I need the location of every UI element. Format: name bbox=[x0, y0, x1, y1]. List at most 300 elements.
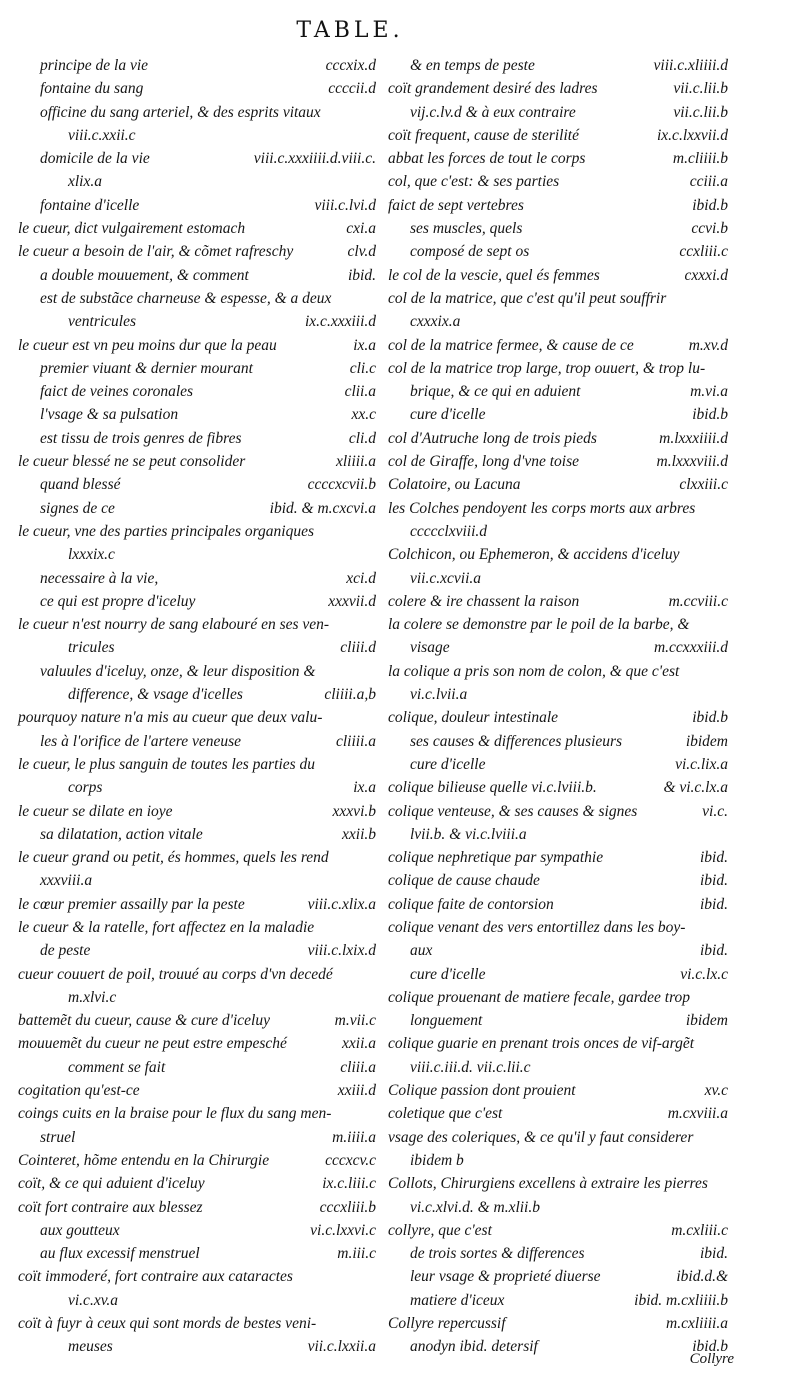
entry-text: leur vsage & proprieté diuerse bbox=[410, 1268, 601, 1286]
entry-text: vsage des coleriques, & ce qu'il y faut considerer bbox=[388, 1128, 694, 1146]
index-entry bbox=[18, 986, 376, 1009]
entry-reference: vii.c.lxxii.a bbox=[307, 1338, 376, 1356]
entry-reference: ix.c.liii.c bbox=[322, 1175, 376, 1193]
entry-reference: xci.d bbox=[346, 569, 376, 587]
index-entry bbox=[388, 287, 728, 310]
entry-reference: m.vii.c bbox=[334, 1012, 376, 1030]
entry-reference: ibid. bbox=[700, 872, 728, 890]
index-entry bbox=[388, 1335, 728, 1358]
page-title: TABLE. bbox=[296, 18, 404, 43]
entry-text: la colere se demonstre par le poil de la barbe, & bbox=[388, 616, 690, 634]
entry-text: struel bbox=[40, 1128, 76, 1146]
index-entry bbox=[18, 1079, 376, 1102]
index-entry bbox=[388, 217, 728, 240]
entry-text: colique prouenant de matiere fecale, gardee trop bbox=[388, 988, 691, 1006]
entry-text: Colatoire, ou Lacuna bbox=[388, 476, 521, 494]
entry-text: aux bbox=[410, 942, 433, 960]
entry-reference: vi.c. bbox=[702, 802, 728, 820]
index-entry bbox=[388, 1032, 728, 1055]
entry-reference: clii.a bbox=[344, 383, 376, 401]
index-entry bbox=[18, 1172, 376, 1195]
entry-reference: xx.c bbox=[351, 406, 376, 424]
index-entry bbox=[388, 893, 728, 916]
index-entry bbox=[388, 473, 728, 496]
entry-reference: cliiii.a,b bbox=[324, 686, 376, 704]
entry-text: vi.c.lvii.a bbox=[410, 686, 468, 704]
entry-text: col de la matrice trop large, trop ouuert, & trop lu- bbox=[388, 359, 706, 377]
index-entry bbox=[18, 916, 376, 939]
index-entry bbox=[388, 427, 728, 450]
entry-text: ses muscles, quels bbox=[410, 220, 523, 238]
index-entry bbox=[18, 240, 376, 263]
entry-reference: vii.c.lii.b bbox=[673, 80, 728, 98]
entry-reference: cccxix.d bbox=[325, 57, 376, 74]
index-entry bbox=[18, 893, 376, 916]
entry-text: cure d'icelle bbox=[410, 755, 486, 773]
entry-reference: ibid. bbox=[700, 849, 728, 867]
index-entry bbox=[388, 986, 728, 1009]
entry-reference: cliii.d bbox=[340, 639, 376, 657]
index-entry bbox=[388, 170, 728, 193]
entry-text: le cueur n'est nourry de sang elabouré en ses ven- bbox=[18, 616, 330, 634]
entry-text: principe de la vie bbox=[40, 57, 149, 74]
index-entry bbox=[18, 124, 376, 147]
entry-reference: m.ccviii.c bbox=[668, 592, 728, 610]
index-entry bbox=[18, 706, 376, 729]
entry-text: coings cuits en la braise pour le flux du sang men- bbox=[18, 1105, 332, 1123]
index-entry bbox=[388, 683, 728, 706]
index-entry bbox=[388, 497, 728, 520]
index-entry bbox=[388, 1149, 728, 1172]
entry-text: le cueur & la ratelle, fort affectez en la maladie bbox=[18, 918, 315, 936]
index-entry bbox=[18, 683, 376, 706]
entry-reference: ibid.b bbox=[692, 196, 728, 214]
entry-text: Collots, Chirurgiens excellens à extraire les pierres bbox=[388, 1175, 708, 1193]
entry-reference: & vi.c.lx.a bbox=[663, 779, 728, 797]
entry-text: le cueur, dict vulgairement estomach bbox=[18, 220, 246, 238]
index-entry bbox=[18, 636, 376, 659]
index-entry bbox=[18, 1196, 376, 1219]
entry-text: colique, douleur intestinale bbox=[388, 709, 559, 727]
entry-text: signes de ce bbox=[40, 499, 115, 517]
entry-text: colique de cause chaude bbox=[388, 872, 540, 890]
entry-reference: vi.c.lix.a bbox=[675, 755, 728, 773]
entry-text: visage bbox=[410, 639, 450, 657]
index-column-right bbox=[388, 54, 728, 1359]
index-entry bbox=[18, 287, 376, 310]
entry-text: brique, & ce qui en aduient bbox=[410, 383, 581, 401]
index-entry bbox=[388, 194, 728, 217]
entry-reference: ccxliii.c bbox=[679, 243, 728, 261]
entry-text: col d'Autruche long de trois pieds bbox=[388, 429, 597, 447]
entry-text: vij.c.lv.d & à eux contraire bbox=[410, 103, 576, 121]
entry-text: le cueur se dilate en ioye bbox=[18, 802, 173, 820]
entry-reference: xxxvi.b bbox=[332, 802, 376, 820]
entry-text: colique nephretique par sympathie bbox=[388, 849, 604, 867]
entry-text: colique venteuse, & ses causes & signes bbox=[388, 802, 638, 820]
entry-text: longuement bbox=[410, 1012, 483, 1030]
entry-reference: xv.c bbox=[704, 1082, 728, 1100]
entry-text: cure d'icelle bbox=[410, 965, 486, 983]
index-entry bbox=[388, 636, 728, 659]
entry-text: la colique a pris son nom de colon, & que c'est bbox=[388, 662, 680, 680]
entry-text: xlix.a bbox=[68, 173, 102, 191]
index-entry bbox=[388, 800, 728, 823]
index-entry bbox=[388, 357, 728, 380]
index-entry bbox=[18, 869, 376, 892]
index-entry bbox=[388, 380, 728, 403]
entry-text: sa dilatation, action vitale bbox=[40, 825, 203, 843]
index-entry bbox=[18, 1335, 376, 1358]
entry-text: valuules d'iceluy, onze, & leur disposition & bbox=[40, 662, 316, 680]
index-entry bbox=[388, 823, 728, 846]
index-entry bbox=[18, 1102, 376, 1125]
entry-reference: ibidem bbox=[685, 1012, 728, 1030]
entry-reference: ibid. bbox=[700, 942, 728, 960]
index-entry bbox=[18, 427, 376, 450]
entry-reference: m.iii.c bbox=[337, 1245, 376, 1263]
entry-text: matiere d'iceux bbox=[410, 1291, 505, 1309]
entry-text: abbat les forces de tout le corps bbox=[388, 150, 586, 168]
entry-text: mouuemẽt du cueur ne peut estre empesché bbox=[18, 1035, 287, 1053]
entry-text: colere & ire chassent la raison bbox=[388, 592, 580, 610]
index-entry bbox=[18, 497, 376, 520]
entry-reference: vii.c.lii.b bbox=[673, 103, 728, 121]
index-entry bbox=[18, 1009, 376, 1032]
entry-text: tricules bbox=[68, 639, 115, 657]
index-entry bbox=[388, 753, 728, 776]
entry-text: les Colches pendoyent les corps morts aux arbres bbox=[388, 499, 696, 517]
entry-text: coït à fuyr à ceux qui sont mords de bestes veni- bbox=[18, 1315, 317, 1333]
entry-reference: clv.d bbox=[347, 243, 376, 261]
index-entry bbox=[388, 1219, 728, 1242]
entry-reference: cccxcv.c bbox=[325, 1151, 376, 1169]
entry-text: m.xlvi.c bbox=[68, 988, 117, 1006]
index-entry bbox=[18, 264, 376, 287]
entry-reference: ibid.d.& bbox=[676, 1268, 728, 1286]
index-entry bbox=[388, 590, 728, 613]
entry-text: colique faite de contorsion bbox=[388, 895, 554, 913]
index-entry bbox=[18, 450, 376, 473]
entry-text: col de la matrice, que c'est qu'il peut souffrir bbox=[388, 289, 667, 307]
index-entry bbox=[388, 310, 728, 333]
entry-text: est tissu de trois genres de fibres bbox=[40, 429, 242, 447]
index-entry bbox=[18, 1312, 376, 1335]
entry-text: col, que c'est: & ses parties bbox=[388, 173, 560, 191]
entry-text: de trois sortes & differences bbox=[410, 1245, 585, 1263]
entry-reference: m.lxxxiiii.d bbox=[659, 429, 728, 447]
index-entry bbox=[388, 1079, 728, 1102]
index-entry bbox=[388, 706, 728, 729]
entry-text: colique guarie en prenant trois onces de vif-argẽt bbox=[388, 1035, 695, 1053]
entry-reference: cxi.a bbox=[346, 220, 376, 238]
index-entry bbox=[18, 1219, 376, 1242]
entry-reference: cxxxi.d bbox=[684, 266, 728, 284]
index-entry bbox=[388, 730, 728, 753]
entry-reference: ix.c.xxxiii.d bbox=[305, 313, 376, 331]
index-entry bbox=[388, 77, 728, 100]
index-entry bbox=[388, 916, 728, 939]
entry-text: coletique que c'est bbox=[388, 1105, 503, 1123]
index-entry bbox=[388, 101, 728, 124]
entry-reference: viii.c.xliiii.d bbox=[653, 57, 728, 74]
entry-reference: ibid.b bbox=[692, 406, 728, 424]
entry-reference: ix.a bbox=[353, 336, 376, 354]
index-entry bbox=[18, 1289, 376, 1312]
entry-text: colique venant des vers entortillez dans les boy- bbox=[388, 918, 686, 936]
entry-reference: ibid.b bbox=[692, 709, 728, 727]
entry-reference: xxii.b bbox=[342, 825, 376, 843]
entry-reference: ibid. bbox=[348, 266, 376, 284]
entry-text: cxxxix.a bbox=[410, 313, 461, 331]
index-entry bbox=[388, 1172, 728, 1195]
entry-text: le cueur grand ou petit, és hommes, quels les rend bbox=[18, 849, 329, 867]
entry-reference: cliii.a bbox=[340, 1058, 376, 1076]
entry-reference: ccccii.d bbox=[328, 80, 376, 98]
index-entry bbox=[18, 543, 376, 566]
entry-reference: m.cxliiii.a bbox=[666, 1315, 728, 1333]
entry-text: ventricules bbox=[68, 313, 137, 331]
entry-text: vi.c.xlvi.d. & m.xlii.b bbox=[410, 1198, 540, 1216]
index-entry bbox=[18, 380, 376, 403]
index-entry bbox=[388, 1056, 728, 1079]
catchword: Collyre bbox=[689, 1351, 734, 1367]
entry-text: ses causes & differences plusieurs bbox=[410, 732, 623, 750]
entry-text: l'vsage & sa pulsation bbox=[40, 406, 179, 424]
entry-reference: viii.c.xxxiiii.d.viii.c. bbox=[253, 150, 376, 168]
index-entry bbox=[388, 147, 728, 170]
index-entry bbox=[388, 520, 728, 543]
index-entry bbox=[18, 334, 376, 357]
entry-reference: m.ccxxxiii.d bbox=[653, 639, 728, 657]
entry-text: est de substãce charneuse & espesse, & a deux bbox=[40, 289, 332, 307]
entry-text: de peste bbox=[40, 942, 91, 960]
entry-text: officine du sang arteriel, & des esprits vitaux bbox=[40, 103, 321, 121]
entry-text: viii.c.iii.d. vii.c.lii.c bbox=[410, 1058, 531, 1076]
entry-text: col de la matrice fermee, & cause de ce bbox=[388, 336, 634, 354]
entry-text: domicile de la vie bbox=[40, 150, 150, 168]
index-entry bbox=[388, 1009, 728, 1032]
index-entry bbox=[388, 660, 728, 683]
entry-text: ccccclxviii.d bbox=[410, 522, 488, 540]
index-entry bbox=[18, 590, 376, 613]
entry-text: col de Giraffe, long d'vne toise bbox=[388, 453, 579, 471]
entry-text: ibidem b bbox=[410, 1151, 464, 1169]
entry-reference: viii.c.xlix.a bbox=[307, 895, 376, 913]
entry-text: difference, & vsage d'icelles bbox=[68, 686, 243, 704]
entry-text: faict de sept vertebres bbox=[388, 196, 524, 214]
entry-text: Colchicon, ou Ephemeron, & accidens d'iceluy bbox=[388, 546, 680, 564]
entry-text: quand blessé bbox=[40, 476, 121, 494]
entry-text: lvii.b. & vi.c.lviii.a bbox=[410, 825, 527, 843]
entry-text: battemẽt du cueur, cause & cure d'iceluy bbox=[18, 1012, 270, 1030]
entry-reference: m.cxliii.c bbox=[671, 1221, 728, 1239]
entry-text: comment se fait bbox=[68, 1058, 166, 1076]
index-entry bbox=[18, 613, 376, 636]
index-entry bbox=[388, 334, 728, 357]
entry-text: corps bbox=[68, 779, 103, 797]
entry-text: necessaire à la vie, bbox=[40, 569, 159, 587]
entry-text: anodyn ibid. detersif bbox=[410, 1338, 538, 1356]
index-entry bbox=[18, 1149, 376, 1172]
entry-reference: ibid. & m.cxcvi.a bbox=[269, 499, 376, 517]
index-entry bbox=[388, 1265, 728, 1288]
index-entry bbox=[18, 753, 376, 776]
entry-reference: xxiii.d bbox=[337, 1082, 376, 1100]
entry-text: Collyre repercussif bbox=[388, 1315, 506, 1333]
entry-text: vii.c.xcvii.a bbox=[410, 569, 481, 587]
entry-reference: cciii.a bbox=[689, 173, 728, 191]
entry-reference: ibidem bbox=[685, 732, 728, 750]
entry-reference: cli.d bbox=[348, 429, 376, 447]
index-entry bbox=[18, 1056, 376, 1079]
index-entry bbox=[388, 776, 728, 799]
index-entry bbox=[18, 54, 376, 77]
entry-reference: m.vi.a bbox=[690, 383, 728, 401]
index-entry bbox=[18, 473, 376, 496]
index-entry bbox=[18, 823, 376, 846]
entry-reference: ibid. bbox=[700, 895, 728, 913]
entry-reference: xxxvii.d bbox=[328, 592, 376, 610]
entry-text: cure d'icelle bbox=[410, 406, 486, 424]
index-column-left bbox=[18, 54, 376, 1359]
index-entry bbox=[388, 869, 728, 892]
index-entry bbox=[388, 846, 728, 869]
index-entry bbox=[18, 963, 376, 986]
entry-reference: vi.c.lx.c bbox=[680, 965, 728, 983]
index-entry bbox=[388, 1102, 728, 1125]
entry-reference: viii.c.lxix.d bbox=[307, 942, 376, 960]
index-entry bbox=[18, 1032, 376, 1055]
entry-reference: m.cxviii.a bbox=[667, 1105, 728, 1123]
entry-text: coït, & ce qui aduient d'iceluy bbox=[18, 1175, 205, 1193]
index-entry bbox=[18, 147, 376, 170]
entry-text: pourquoy nature n'a mis au cueur que deux valu- bbox=[18, 709, 323, 727]
index-entry bbox=[388, 613, 728, 636]
entry-reference: ibid.b bbox=[692, 1338, 728, 1356]
entry-text: coït frequent, cause de sterilité bbox=[388, 126, 579, 144]
entry-text: a double mouuement, & comment bbox=[40, 266, 249, 284]
entry-reference: m.lxxxviii.d bbox=[656, 453, 728, 471]
entry-reference: viii.c.lvi.d bbox=[314, 196, 376, 214]
index-entry bbox=[388, 264, 728, 287]
entry-reference: xxii.a bbox=[342, 1035, 376, 1053]
entry-reference: vi.c.lxxvi.c bbox=[310, 1221, 376, 1239]
index-entry bbox=[18, 1126, 376, 1149]
entry-text: fontaine d'icelle bbox=[40, 196, 140, 214]
entry-text: au flux excessif menstruel bbox=[40, 1245, 200, 1263]
index-entry bbox=[18, 403, 376, 426]
entry-reference: clxxiii.c bbox=[679, 476, 728, 494]
index-entry bbox=[388, 1126, 728, 1149]
entry-text: Cointeret, hõme entendu en la Chirurgie bbox=[18, 1151, 270, 1169]
entry-text: le cueur est vn peu moins dur que la peau bbox=[18, 336, 277, 354]
entry-reference: m.iiii.a bbox=[332, 1128, 376, 1146]
entry-text: coït fort contraire aux blessez bbox=[18, 1198, 203, 1216]
index-entry bbox=[18, 846, 376, 869]
index-entry bbox=[18, 77, 376, 100]
entry-text: composé de sept os bbox=[410, 243, 530, 261]
entry-text: xxxviii.a bbox=[40, 872, 93, 890]
entry-reference: ix.a bbox=[353, 779, 376, 797]
entry-reference: cli.c bbox=[349, 359, 376, 377]
entry-reference: ibid. m.cxliiii.b bbox=[634, 1291, 728, 1309]
index-entry bbox=[388, 963, 728, 986]
entry-text: cueur couuert de poil, trouué au corps d'vn decedé bbox=[18, 965, 333, 983]
entry-reference: ccvi.b bbox=[691, 220, 728, 238]
index-entry bbox=[18, 660, 376, 683]
entry-reference: ix.c.lxxvii.d bbox=[657, 126, 728, 144]
entry-text: vi.c.xv.a bbox=[68, 1291, 119, 1309]
entry-text: fontaine du sang bbox=[40, 80, 144, 98]
index-entry bbox=[388, 939, 728, 962]
index-entry bbox=[18, 800, 376, 823]
index-entry bbox=[388, 1312, 728, 1335]
entry-text: le col de la vescie, quel és femmes bbox=[388, 266, 600, 284]
index-entry bbox=[18, 194, 376, 217]
entry-reference: m.xv.d bbox=[688, 336, 728, 354]
index-entry bbox=[18, 776, 376, 799]
entry-text: le cueur blessé ne se peut consolider bbox=[18, 453, 246, 471]
entry-reference: ibid. bbox=[700, 1245, 728, 1263]
index-entry bbox=[18, 520, 376, 543]
entry-text: colique bilieuse quelle vi.c.lviii.b. bbox=[388, 779, 597, 797]
index-entry bbox=[388, 567, 728, 590]
entry-reference: cliiii.a bbox=[335, 732, 376, 750]
index-entry bbox=[18, 939, 376, 962]
index-entry bbox=[388, 1196, 728, 1219]
entry-text: viii.c.xxii.c bbox=[68, 126, 136, 144]
entry-text: le cœur premier assailly par la peste bbox=[18, 895, 245, 913]
index-entry bbox=[388, 54, 728, 77]
entry-text: collyre, que c'est bbox=[388, 1221, 492, 1239]
index-entry bbox=[18, 101, 376, 124]
index-entry bbox=[388, 543, 728, 566]
entry-text: Colique passion dont prouient bbox=[388, 1082, 576, 1100]
index-entry bbox=[388, 1242, 728, 1265]
entry-text: faict de veines coronales bbox=[40, 383, 194, 401]
entry-text: le cueur, le plus sanguin de toutes les parties du bbox=[18, 755, 316, 773]
entry-text: coït grandement desiré des ladres bbox=[388, 80, 598, 98]
index-entry bbox=[18, 217, 376, 240]
entry-reference: ccccxcvii.b bbox=[307, 476, 376, 494]
entry-text: cogitation qu'est-ce bbox=[18, 1082, 140, 1100]
entry-reference: cccxliii.b bbox=[319, 1198, 376, 1216]
index-entry bbox=[388, 1289, 728, 1312]
index-entry bbox=[388, 124, 728, 147]
entry-text: ce qui est propre d'iceluy bbox=[40, 592, 196, 610]
entry-text: le cueur a besoin de l'air, & cõmet rafreschy bbox=[18, 243, 294, 261]
entry-text: & en temps de peste bbox=[410, 57, 535, 74]
index-entry bbox=[18, 730, 376, 753]
entry-text: meuses bbox=[68, 1338, 113, 1356]
entry-text: aux goutteux bbox=[40, 1221, 120, 1239]
index-entry bbox=[388, 240, 728, 263]
index-entry bbox=[388, 450, 728, 473]
index-entry bbox=[18, 1265, 376, 1288]
index-entry bbox=[18, 567, 376, 590]
entry-reference: xliiii.a bbox=[335, 453, 376, 471]
entry-text: les à l'orifice de l'artere veneuse bbox=[40, 732, 242, 750]
entry-text: coït immoderé, fort contraire aux cataractes bbox=[18, 1268, 293, 1286]
index-entry bbox=[388, 403, 728, 426]
entry-text: premier viuant & dernier mourant bbox=[40, 359, 253, 377]
entry-text: le cueur, vne des parties principales organiques bbox=[18, 522, 315, 540]
index-entry bbox=[18, 1242, 376, 1265]
entry-reference: m.cliiii.b bbox=[672, 150, 728, 168]
entry-text: lxxxix.c bbox=[68, 546, 115, 564]
index-entry bbox=[18, 310, 376, 333]
